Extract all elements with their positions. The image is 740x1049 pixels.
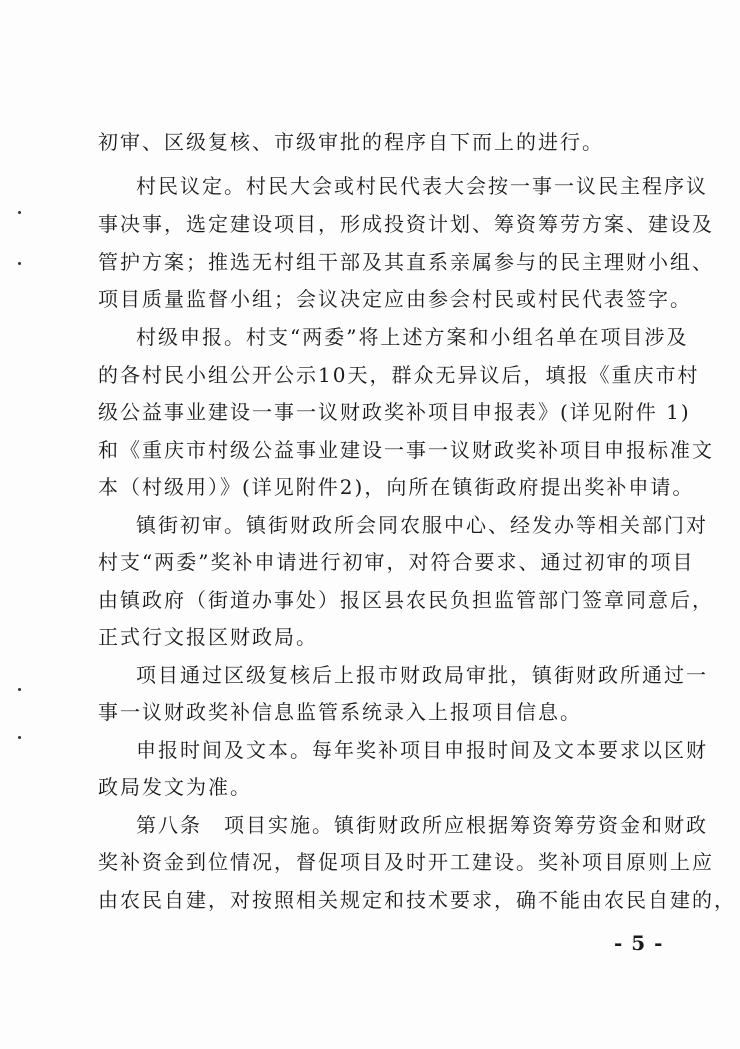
text-line: 事一议财政奖补信息监管系统录入上报项目信息。 [98,700,582,724]
text-line: 政局发文为准。 [98,775,252,799]
text-line: 初审、区级复核、市级审批的程序自下而上的进行。 [98,130,604,154]
scan-mark [18,211,21,214]
text-line: 由农民自建，对按照相关规定和技术要求，确不能由农民自建的， [98,888,736,912]
page-number: - 5 - [614,931,664,955]
scan-mark [18,736,21,739]
text-line: 村级申报。村支“两委”将上述方案和小组名单在项目涉及 [136,325,689,349]
text-line: 和《重庆市村级公益事业建设一事一议财政奖补项目申报标准文 [98,438,714,462]
text-line: 正式行文报区财政局。 [98,625,318,649]
text-line: 管护方案；推选无村组干部及其直系亲属参与的民主理财小组、 [98,250,714,274]
text-line: 奖补资金到位情况，督促项目及时开工建设。奖补项目原则上应 [98,850,714,874]
text-line: 事决事，选定建设项目，形成投资计划、筹资筹劳方案、建设及 [98,212,714,236]
text-line: 的各村民小组公开公示10天，群众无异议后，填报《重庆市村 [98,363,700,387]
text-line: 村民议定。村民大会或村民代表大会按一事一议民主程序议 [136,174,708,198]
text-line: 申报时间及文本。每年奖补项目申报时间及文本要求以区财 [136,738,708,762]
text-line: 项目通过区级复核后上报市财政局审批，镇街财政所通过一 [136,663,708,687]
text-line: 村支“两委”奖补申请进行初审，对符合要求、通过初审的项目 [98,550,695,574]
scan-mark [18,262,21,265]
scan-mark [18,688,21,691]
text-line: 镇街初审。镇街财政所会同农服中心、经发办等相关部门对 [136,513,708,537]
text-line: 本（村级用）》(详见附件2)，向所在镇街政府提出奖补申请。 [98,475,695,499]
text-line: 第八条 项目实施。镇街财政所应根据筹资筹劳资金和财政 [136,813,708,837]
text-line: 项目质量监督小组；会议决定应由参会村民或村民代表签字。 [98,287,692,311]
text-line: 级公益事业建设一事一议财政奖补项目申报表》(详见附件 1) [98,400,691,424]
text-line: 由镇政府（街道办事处）报区县农民负担监管部门签章同意后， [98,588,714,612]
